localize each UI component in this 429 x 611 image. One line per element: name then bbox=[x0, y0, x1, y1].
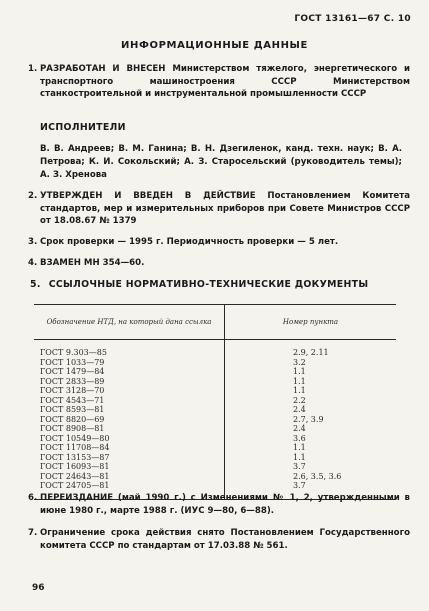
table-header-clause: Номер пункта bbox=[225, 305, 397, 340]
section-2-text: УТВЕРЖДЕН И ВВЕДЕН В ДЕЙСТВИЕ Постановлением Комитета стандартов, мер и измерительных приборов при Совете Министров СССР от 18.08.67 № 1379 bbox=[40, 191, 410, 226]
table-cell-clause: 1.1 bbox=[293, 376, 306, 386]
section-2-number: 2. bbox=[28, 191, 38, 201]
table-row bbox=[34, 358, 396, 368]
table-cell-clause: 1.1 bbox=[293, 452, 306, 462]
table-cell-document: ГОСТ 11708—84 bbox=[34, 443, 225, 453]
table-row bbox=[34, 472, 396, 482]
table-row bbox=[34, 424, 396, 434]
table-cell-document: ГОСТ 9.303—85 bbox=[34, 340, 225, 358]
table-cell-document: ГОСТ 1033—79 bbox=[34, 358, 225, 368]
table-cell-clause: 3.2 bbox=[293, 357, 306, 367]
table-cell-document: ГОСТ 24643—81 bbox=[34, 472, 225, 482]
section-7-text: Ограничение срока действия снято Постановлением Государственного комитета СССР по стандартам от 17.03.88 № 561. bbox=[40, 528, 410, 551]
table-cell-clause: 2.9, 2.11 bbox=[293, 348, 329, 357]
section-6-text: ПЕРЕИЗДАНИЕ (май 1990 г.) с Изменениями № 1, 2, утвержденными в июне 1980 г., марте 1988 г. (ИУС 9—80, 6—88). bbox=[40, 493, 410, 516]
section-5-text: ССЫЛОЧНЫЕ НОРМАТИВНО-ТЕХНИЧЕСКИЕ ДОКУМЕНТЫ bbox=[48, 279, 369, 290]
table-cell-clause: 3.7 bbox=[225, 481, 397, 499]
table-cell-clause: 3.6 bbox=[293, 433, 306, 443]
ispolniteli-list: В. В. Андреев; В. М. Ганина; В. Н. Дзегиленок, канд. техн. наук; В. А. Петрова; К. И. Сокольский; А. З. Старосельский (руководитель темы); А. З. Хренова bbox=[40, 144, 402, 180]
table-cell-document: ГОСТ 2833—89 bbox=[34, 377, 225, 387]
section-1-number: 1. bbox=[28, 64, 38, 74]
table-cell-clause: 1.1 bbox=[293, 386, 306, 395]
section-4-text: ВЗАМЕН МН 354—60. bbox=[40, 258, 145, 268]
page-header-ref: ГОСТ 13161—67 С. 10 bbox=[294, 14, 411, 24]
table-cell-clause: 2.4 bbox=[293, 424, 306, 433]
table-cell-clause: 2.4 bbox=[293, 405, 306, 414]
table-cell-document: ГОСТ 3128—70 bbox=[34, 386, 225, 396]
section-5 bbox=[30, 279, 368, 290]
table-row bbox=[34, 443, 396, 453]
section-4 bbox=[30, 257, 410, 270]
table-row bbox=[34, 367, 396, 377]
table-cell-document: ГОСТ 24705—81 bbox=[34, 481, 225, 499]
table-cell-clause: 1.1 bbox=[293, 443, 306, 452]
section-6-number: 6. bbox=[28, 493, 38, 503]
table-cell-clause: 2.7, 3.9 bbox=[293, 414, 324, 424]
table-cell-clause: 2.2 bbox=[293, 395, 306, 405]
section-4-number: 4. bbox=[28, 258, 38, 268]
table-row bbox=[34, 434, 396, 444]
table-row bbox=[34, 386, 396, 396]
table-row bbox=[34, 453, 396, 463]
section-7 bbox=[30, 527, 410, 552]
table-cell-clause: 1.1 bbox=[293, 367, 306, 376]
table-row bbox=[34, 377, 396, 387]
table-cell-document: ГОСТ 4543—71 bbox=[34, 396, 225, 406]
table-row bbox=[34, 415, 396, 425]
page-number: 96 bbox=[32, 583, 45, 593]
table-cell-document: ГОСТ 13153—87 bbox=[34, 453, 225, 463]
section-5-number: 5. bbox=[30, 279, 41, 290]
section-7-number: 7. bbox=[28, 528, 38, 538]
section-3-text: Срок проверки — 1995 г. Периодичность проверки — 5 лет. bbox=[40, 237, 339, 247]
table-cell-document: ГОСТ 10549—80 bbox=[34, 434, 225, 444]
section-6 bbox=[30, 492, 410, 517]
ispolniteli-heading: ИСПОЛНИТЕЛИ bbox=[40, 122, 126, 133]
section-1 bbox=[30, 63, 410, 101]
section-3-number: 3. bbox=[28, 237, 38, 247]
section-2 bbox=[30, 190, 410, 228]
section-1-text: РАЗРАБОТАН И ВНЕСЕН Министерством тяжелого, энергетического и транспортного машиностроения СССР Министерством станкостроительной и инструментальной промышленности СССР bbox=[40, 64, 410, 99]
table-cell-clause: 2.6, 3.5, 3.6 bbox=[293, 471, 342, 481]
page-title: ИНФОРМАЦИОННЫЕ ДАННЫЕ bbox=[121, 40, 308, 51]
table-row bbox=[34, 340, 396, 358]
table-cell-document: ГОСТ 8820—69 bbox=[34, 415, 225, 425]
reference-documents-table bbox=[34, 304, 396, 500]
table-cell-document: ГОСТ 8593—81 bbox=[34, 405, 225, 415]
table-header-document: Обозначение НТД, на который дана ссылка bbox=[34, 305, 225, 340]
table-row bbox=[34, 405, 396, 415]
section-3 bbox=[30, 236, 410, 249]
table-cell-clause: 3.7 bbox=[293, 462, 306, 471]
table-row bbox=[34, 396, 396, 406]
table-cell-document: ГОСТ 1479—84 bbox=[34, 367, 225, 377]
table-cell-document: ГОСТ 16093—81 bbox=[34, 462, 225, 472]
table-row bbox=[34, 462, 396, 472]
table-cell-document: ГОСТ 8908—81 bbox=[34, 424, 225, 434]
